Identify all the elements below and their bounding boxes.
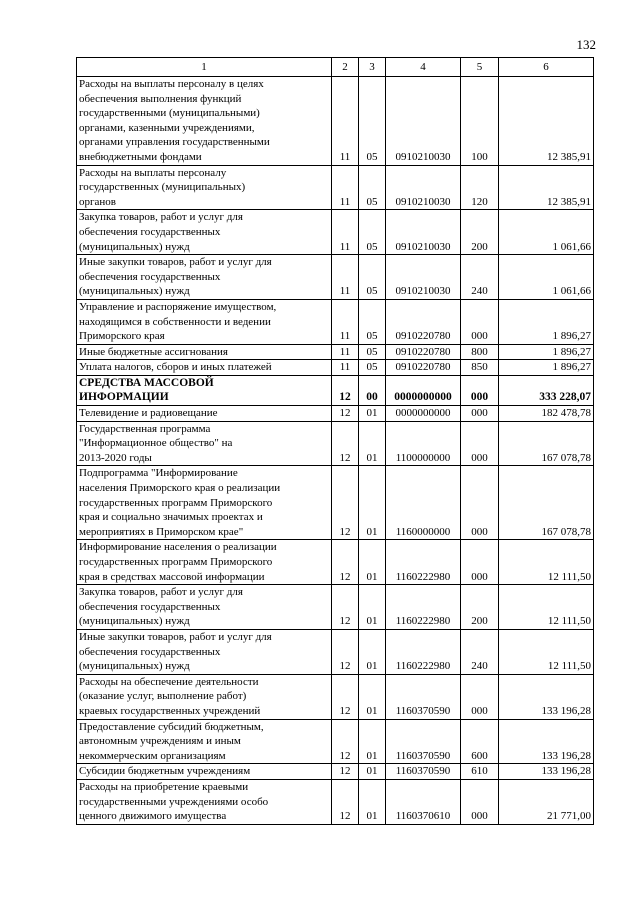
- row-name-line: находящимся в собственности и ведении: [79, 315, 271, 328]
- subsection-code: 01: [359, 540, 386, 585]
- row-name-line: Подпрограмма "Информирование: [79, 467, 238, 480]
- row-name-line: (оказание услуг, выполнение работ): [79, 690, 247, 703]
- row-name-line: Предоставление субсидий бюджетным,: [79, 720, 264, 733]
- target-article-code: 1160222980: [386, 540, 461, 585]
- row-name-line: государственными (муниципальными): [79, 107, 260, 120]
- row-name: [77, 299, 332, 344]
- row-name-line: Расходы на обеспечение деятельности: [79, 675, 259, 688]
- row-name-line: "Информационное общество" на: [79, 437, 233, 450]
- row-name-line: мероприятиях в Приморском крае": [79, 525, 244, 538]
- row-name: [77, 719, 332, 764]
- section-code: 11: [332, 344, 359, 360]
- amount-value: 1 896,27: [499, 299, 594, 344]
- table-row: [77, 360, 594, 376]
- expense-type-code: 200: [461, 210, 499, 255]
- row-name-line: края в средствах массовой информации: [79, 570, 265, 583]
- row-name: [77, 165, 332, 210]
- row-name: [77, 375, 332, 405]
- row-name-line: обеспечения государственных: [79, 225, 221, 238]
- row-name: [77, 779, 332, 824]
- table-row: [77, 299, 594, 344]
- row-name-line: (муниципальных) нужд: [79, 240, 190, 253]
- row-name-line: ценного движимого имущества: [79, 810, 227, 823]
- row-name-line: Расходы на выплаты персоналу: [79, 166, 227, 179]
- amount-value: 182 478,78: [499, 406, 594, 422]
- row-name-line: Расходы на приобретение краевыми: [79, 780, 249, 793]
- table-row: [77, 210, 594, 255]
- row-name-line: СРЕДСТВА МАССОВОЙ: [79, 376, 214, 389]
- section-code: 11: [332, 360, 359, 376]
- table-row: [77, 255, 594, 300]
- amount-value: 333 228,07: [499, 375, 594, 405]
- subsection-code: 05: [359, 165, 386, 210]
- target-article-code: 0910210030: [386, 165, 461, 210]
- subsection-code: 05: [359, 344, 386, 360]
- section-code: 12: [332, 406, 359, 422]
- section-code: 11: [332, 210, 359, 255]
- row-name-line: Информирование населения о реализации: [79, 541, 277, 554]
- expense-type-code: 000: [461, 779, 499, 824]
- section-code: 12: [332, 375, 359, 405]
- amount-value: 21 771,00: [499, 779, 594, 824]
- expense-type-code: 610: [461, 764, 499, 780]
- row-name: [77, 77, 332, 166]
- table-row: [77, 674, 594, 719]
- amount-value: 133 196,28: [499, 719, 594, 764]
- expense-type-code: 000: [461, 375, 499, 405]
- subsection-code: 01: [359, 421, 386, 466]
- row-name: [77, 466, 332, 540]
- target-article-code: 1160370590: [386, 674, 461, 719]
- target-article-code: 1160222980: [386, 629, 461, 674]
- amount-value: 167 078,78: [499, 466, 594, 540]
- expense-type-code: 240: [461, 255, 499, 300]
- amount-value: 1 896,27: [499, 360, 594, 376]
- subsection-code: 05: [359, 77, 386, 166]
- row-name-line: государственными учреждениями особо: [79, 795, 269, 808]
- subsection-code: 05: [359, 210, 386, 255]
- subsection-code: 01: [359, 406, 386, 422]
- amount-value: 1 896,27: [499, 344, 594, 360]
- budget-table: [76, 57, 594, 825]
- row-name-line: (муниципальных) нужд: [79, 615, 190, 628]
- section-code: 11: [332, 165, 359, 210]
- target-article-code: 0910210030: [386, 210, 461, 255]
- row-name-line: Телевидение и радиовещание: [79, 407, 218, 420]
- target-article-code: 1160370590: [386, 719, 461, 764]
- target-article-code: 0910210030: [386, 77, 461, 166]
- amount-value: 133 196,28: [499, 764, 594, 780]
- table-row: [77, 165, 594, 210]
- column-header-6: 6: [499, 58, 594, 77]
- expense-type-code: 120: [461, 165, 499, 210]
- expense-type-code: 600: [461, 719, 499, 764]
- row-name-line: Иные закупки товаров, работ и услуг для: [79, 630, 272, 643]
- expense-type-code: 000: [461, 299, 499, 344]
- target-article-code: 1160000000: [386, 466, 461, 540]
- row-name: [77, 585, 332, 630]
- table-row: [77, 629, 594, 674]
- target-article-code: 0910210030: [386, 255, 461, 300]
- expense-type-code: 000: [461, 406, 499, 422]
- row-name-line: автономным учреждениям и иным: [79, 735, 241, 748]
- table-row: [77, 719, 594, 764]
- expense-type-code: 000: [461, 466, 499, 540]
- row-name-line: Закупка товаров, работ и услуг для: [79, 586, 243, 599]
- amount-value: 1 061,66: [499, 255, 594, 300]
- amount-value: 133 196,28: [499, 674, 594, 719]
- target-article-code: 1160370610: [386, 779, 461, 824]
- row-name-line: внебюджетными фондами: [79, 150, 202, 163]
- row-name: [77, 540, 332, 585]
- row-name-line: обеспечения государственных: [79, 270, 221, 283]
- subsection-code: 01: [359, 764, 386, 780]
- section-code: 12: [332, 629, 359, 674]
- row-name-line: Иные бюджетные ассигнования: [79, 345, 228, 358]
- column-header-5: 5: [461, 58, 499, 77]
- target-article-code: 0910220780: [386, 299, 461, 344]
- column-header-3: 3: [359, 58, 386, 77]
- subsection-code: 05: [359, 360, 386, 376]
- row-name: [77, 360, 332, 376]
- row-name-line: Иные закупки товаров, работ и услуг для: [79, 256, 272, 269]
- row-name-line: обеспечения государственных: [79, 600, 221, 613]
- section-code: 12: [332, 764, 359, 780]
- amount-value: 12 385,91: [499, 165, 594, 210]
- subsection-code: 05: [359, 299, 386, 344]
- target-article-code: 0000000000: [386, 375, 461, 405]
- amount-value: 1 061,66: [499, 210, 594, 255]
- amount-value: 12 111,50: [499, 629, 594, 674]
- row-name-line: органами, казенными учреждениями,: [79, 121, 255, 134]
- expense-type-code: 000: [461, 421, 499, 466]
- row-name-line: (муниципальных) нужд: [79, 285, 190, 298]
- row-name-line: (муниципальных) нужд: [79, 660, 190, 673]
- subsection-code: 01: [359, 719, 386, 764]
- section-code: 12: [332, 719, 359, 764]
- amount-value: 167 078,78: [499, 421, 594, 466]
- row-name-line: населения Приморского края о реализации: [79, 482, 281, 495]
- row-name-line: Расходы на выплаты персоналу в целях: [79, 78, 264, 90]
- row-name: [77, 764, 332, 780]
- table-row: [77, 344, 594, 360]
- row-name-line: ИНФОРМАЦИИ: [79, 391, 169, 404]
- expense-type-code: 240: [461, 629, 499, 674]
- table-row: [77, 779, 594, 824]
- amount-value: 12 111,50: [499, 585, 594, 630]
- table-row: [77, 375, 594, 405]
- row-name-line: обеспечения выполнения функций: [79, 92, 242, 105]
- row-name-line: Государственная программа: [79, 422, 211, 435]
- table-row: [77, 540, 594, 585]
- expense-type-code: 000: [461, 540, 499, 585]
- subsection-code: 01: [359, 779, 386, 824]
- section-code: 12: [332, 779, 359, 824]
- target-article-code: 0910220780: [386, 344, 461, 360]
- section-code: 11: [332, 255, 359, 300]
- row-name-line: краевых государственных учреждений: [79, 704, 261, 717]
- row-name-line: государственных (муниципальных): [79, 181, 246, 194]
- subsection-code: 01: [359, 466, 386, 540]
- row-name-line: обеспечения государственных: [79, 645, 221, 658]
- row-name: [77, 406, 332, 422]
- page-number: 132: [576, 37, 596, 52]
- section-code: 12: [332, 466, 359, 540]
- column-header-4: 4: [386, 58, 461, 77]
- row-name-line: края и социально значимых проектах и: [79, 511, 263, 524]
- target-article-code: 1160370590: [386, 764, 461, 780]
- expense-type-code: 100: [461, 77, 499, 166]
- row-name: [77, 674, 332, 719]
- table-row: [77, 77, 594, 166]
- target-article-code: 0000000000: [386, 406, 461, 422]
- row-name-line: Закупка товаров, работ и услуг для: [79, 211, 243, 224]
- row-name-line: государственных программ Приморского: [79, 496, 273, 509]
- table-row: [77, 421, 594, 466]
- target-article-code: 1100000000: [386, 421, 461, 466]
- row-name-line: государственных программ Приморского: [79, 556, 273, 568]
- section-code: 11: [332, 77, 359, 166]
- row-name-line: 2013-2020 годы: [79, 451, 152, 464]
- subsection-code: 01: [359, 674, 386, 719]
- row-name: [77, 210, 332, 255]
- row-name: [77, 344, 332, 360]
- row-name-line: Управление и распоряжение имуществом,: [79, 300, 277, 313]
- section-code: 12: [332, 674, 359, 719]
- section-code: 12: [332, 421, 359, 466]
- table-row: [77, 764, 594, 780]
- row-name-line: Субсидии бюджетным учреждениям: [79, 765, 251, 778]
- subsection-code: 01: [359, 585, 386, 630]
- target-article-code: 0910220780: [386, 360, 461, 376]
- row-name-line: органов: [79, 195, 116, 208]
- subsection-code: 00: [359, 375, 386, 405]
- expense-type-code: 000: [461, 674, 499, 719]
- column-header-2: 2: [332, 58, 359, 77]
- target-article-code: 1160222980: [386, 585, 461, 630]
- row-name: [77, 421, 332, 466]
- expense-type-code: 800: [461, 344, 499, 360]
- subsection-code: 01: [359, 629, 386, 674]
- row-name-line: Приморского края: [79, 330, 165, 343]
- amount-value: 12 385,91: [499, 77, 594, 166]
- row-name-line: органами управления государственными: [79, 136, 270, 149]
- table-row: [77, 585, 594, 630]
- expense-type-code: 850: [461, 360, 499, 376]
- row-name: [77, 629, 332, 674]
- row-name: [77, 255, 332, 300]
- section-code: 12: [332, 585, 359, 630]
- column-header-1: 1: [77, 58, 332, 77]
- section-code: 12: [332, 540, 359, 585]
- amount-value: 12 111,50: [499, 540, 594, 585]
- row-name-line: некоммерческим организациям: [79, 749, 226, 762]
- table-body: [77, 77, 594, 825]
- section-code: 11: [332, 299, 359, 344]
- subsection-code: 05: [359, 255, 386, 300]
- row-name-line: Уплата налогов, сборов и иных платежей: [79, 361, 272, 374]
- header-row: [77, 58, 594, 77]
- table-row: [77, 466, 594, 540]
- expense-type-code: 200: [461, 585, 499, 630]
- table-row: [77, 406, 594, 422]
